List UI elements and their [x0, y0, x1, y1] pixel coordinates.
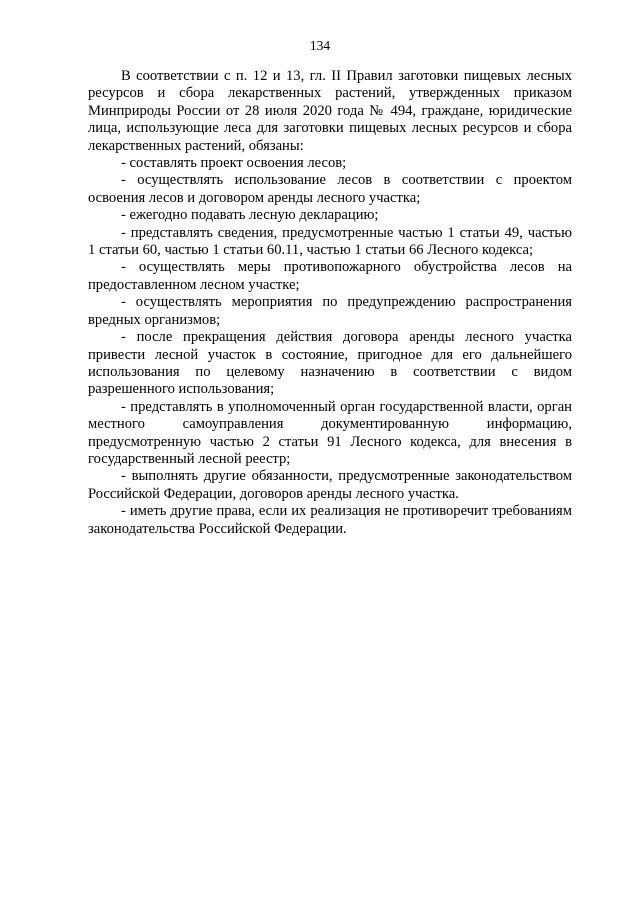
page-number: 134: [309, 38, 331, 53]
list-item-declaration: - ежегодно подавать лесную декларацию;: [121, 207, 379, 224]
list-item-other-duties: - выполнять другие обязанности, предусмотренные законодательством Российской Федерации, договоров аренды лесного участка.: [88, 468, 572, 502]
list-item-forest-use: - осуществлять использование лесов в соответствии с проектом освоения лесов и договором аренды лесного участка;: [88, 172, 572, 206]
intro-paragraph: В соответствии с п. 12 и 13, гл. II Правил заготовки пищевых лесных ресурсов и сбора лекарственных растений, утвержденных приказом Минприроды России от 28 июля 2020 года № 494, граждане, юридические лица, использующие леса для заготовки пищевых лесных ресурсов и сбора лекарственных растений, обязаны:: [88, 68, 572, 154]
list-item-site-restoration: - после прекращения действия договора аренды лесного участка привести лесной участок в состояние, пригодное для его дальнейшего использования по целевому назначению в соответствии с видом разрешенного использования;: [88, 329, 572, 398]
list-item-registry-info: - представлять в уполномоченный орган государственной власти, орган местного самоуправления документированную информацию, предусмотренную частью 2 статьи 91 Лесного кодекса, для внесения в государственный лесной реестр;: [88, 398, 572, 467]
list-item-pest-prevention: - осуществлять мероприятия по предупреждению распространения вредных организмов;: [88, 294, 572, 328]
list-item-other-rights: - иметь другие права, если их реализация не противоречит требованиям законодательства Российской Федерации.: [88, 503, 572, 537]
document-body: [88, 68, 572, 538]
list-item-fire-safety: - осуществлять меры противопожарного обустройства лесов на предоставленном лесном участке;: [88, 259, 572, 293]
list-item-reporting: - представлять сведения, предусмотренные частью 1 статьи 49, частью 1 статьи 60, частью 1 статьи 60.11, частью 1 статьи 66 Лесного кодекса;: [88, 224, 572, 259]
list-item-project: - составлять проект освоения лесов;: [121, 155, 347, 172]
